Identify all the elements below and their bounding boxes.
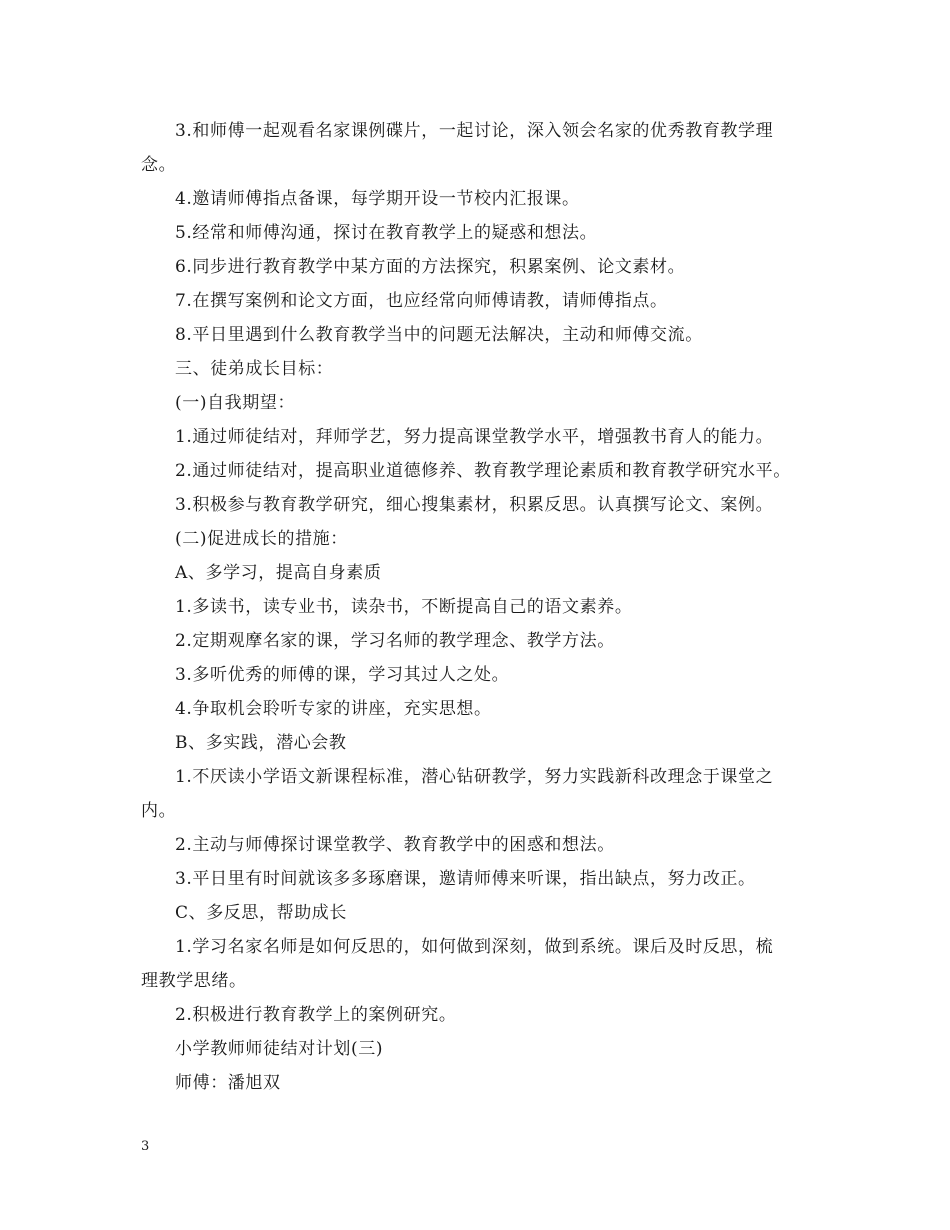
paragraph-line: 1.通过师徒结对，拜师学艺，努力提高课堂教学水平，增强教书育人的能力。 <box>175 427 774 447</box>
paragraph-line: 2.积极进行教育教学上的案例研究。 <box>175 1005 457 1025</box>
paragraph-line: 4.争取机会聆听专家的讲座，充实思想。 <box>175 699 492 719</box>
section-heading: 三、徒弟成长目标： <box>175 359 334 379</box>
subsection-heading: C、多反思，帮助成长 <box>175 903 348 923</box>
paragraph-line: 3.积极参与教育教学研究，细心搜集素材，积累反思。认真撰写论文、案例。 <box>175 495 774 515</box>
paragraph-line: 2.主动与师傅探讨课堂教学、教育教学中的困惑和想法。 <box>175 835 615 855</box>
subsection-heading: A、多学习，提高自身素质 <box>175 563 382 583</box>
paragraph-line: 6.同步进行教育教学中某方面的方法探究，积累案例、论文素材。 <box>175 257 686 277</box>
paragraph-line: 7.在撰写案例和论文方面，也应经常向师傅请教，请师傅指点。 <box>175 291 668 311</box>
paragraph-line: 1.学习名家名师是如何反思的，如何做到深刻，做到系统。课后及时反思，梳 <box>175 937 774 957</box>
paragraph-line: 4.邀请师傅指点备课，每学期开设一节校内汇报课。 <box>175 189 580 209</box>
mentor-name: 师傅：潘旭双 <box>175 1073 281 1093</box>
subsection-heading: (二)促进成长的措施： <box>175 529 348 549</box>
subsection-heading: (一)自我期望： <box>175 393 296 413</box>
paragraph-line: 2.定期观摩名家的课，学习名师的教学理念、教学方法。 <box>175 631 615 651</box>
paragraph-line: 3.和师傅一起观看名家课例碟片，一起讨论，深入领会名家的优秀教育教学理 <box>175 121 774 141</box>
page-number: 3 <box>141 1139 150 1154</box>
paragraph-line: 2.通过师徒结对，提高职业道德修养、教育教学理论素质和教育教学研究水平。 <box>175 461 791 481</box>
paragraph-line: 1.多读书，读专业书，读杂书，不断提高自己的语文素养。 <box>175 597 633 617</box>
paragraph-line: 理教学思绪。 <box>141 971 247 991</box>
paragraph-line: 念。 <box>141 155 177 175</box>
paragraph-line: 内。 <box>141 801 177 821</box>
paragraph-line: 3.平日里有时间就该多多琢磨课，邀请师傅来听课，指出缺点，努力改正。 <box>175 869 756 889</box>
paragraph-line: 3.多听优秀的师傅的课，学习其过人之处。 <box>175 665 510 685</box>
paragraph-line: 5.经常和师傅沟通，探讨在教育教学上的疑惑和想法。 <box>175 223 598 243</box>
paragraph-line: 1.不厌读小学语文新课程标准，潜心钻研教学，努力实践新科改理念于课堂之 <box>175 767 774 787</box>
document-title: 小学教师师徒结对计划(三) <box>175 1039 384 1059</box>
subsection-heading: B、多实践，潜心会教 <box>175 733 347 753</box>
paragraph-line: 8.平日里遇到什么教育教学当中的问题无法解决，主动和师傅交流。 <box>175 325 703 345</box>
